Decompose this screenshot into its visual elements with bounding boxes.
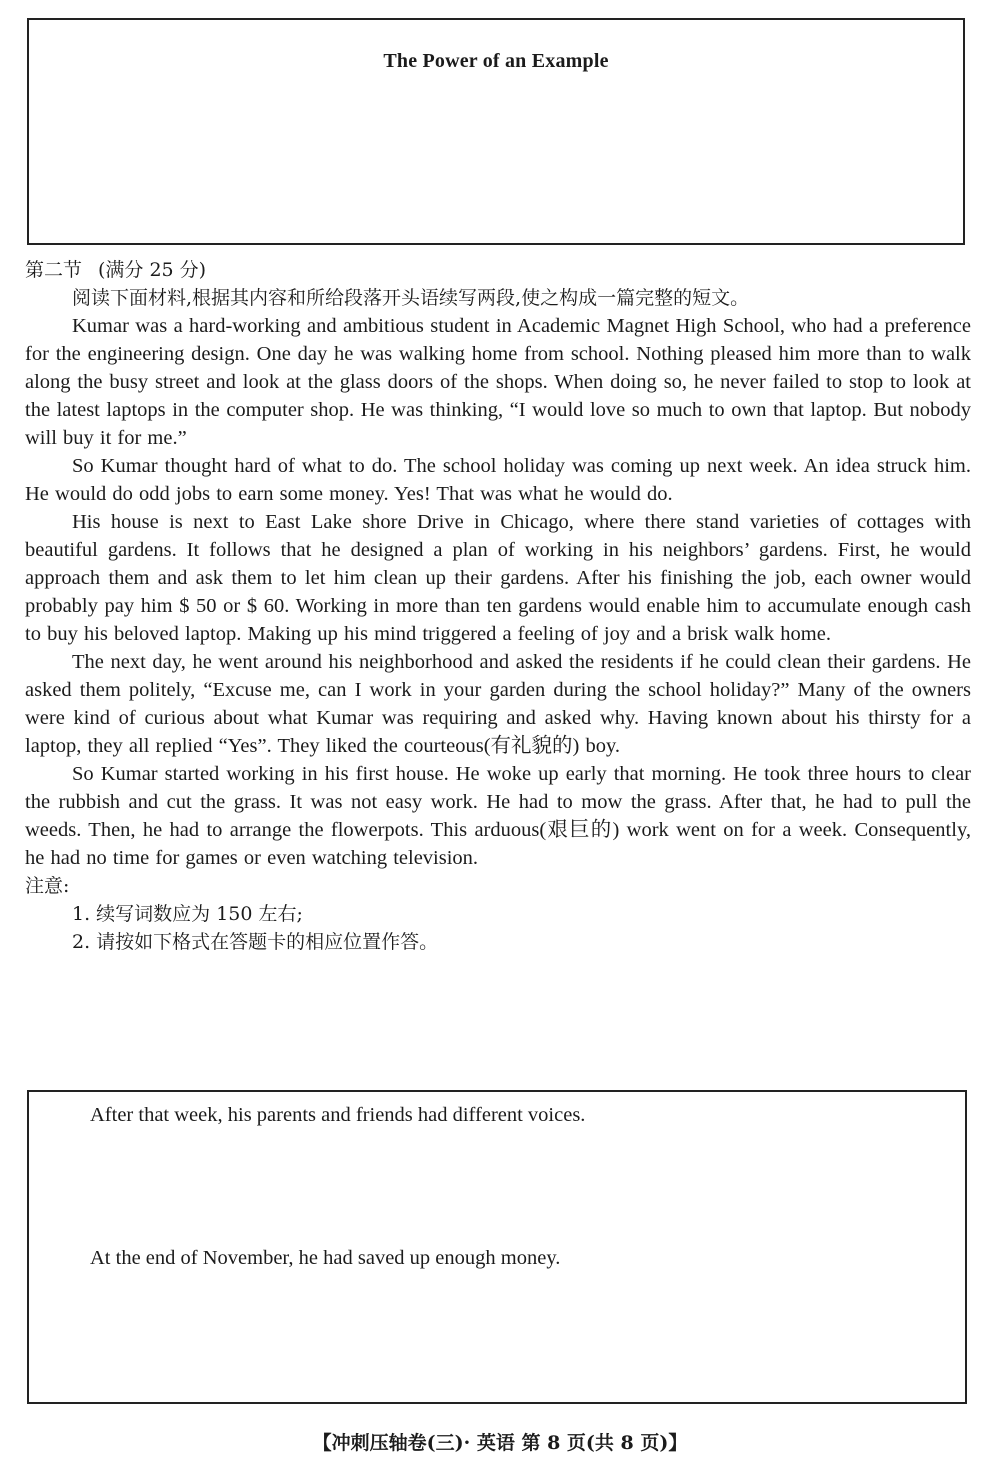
section-header xyxy=(25,256,971,284)
notes-heading: 注意: xyxy=(25,875,70,897)
section-heading: 第二节 xyxy=(25,259,83,281)
story-paragraph-1: Kumar was a hard-working and ambitious student in Academic Magnet High School, who had a preference for the engineering design. One day he was walking home from school. Nothing pleased him more than to walk along the busy street and look at the glass doors of the shops. When doing so, he never failed to stop to look at the latest laptops in the computer shop. He was thinking, “I would love so much to own that laptop. But nobody will buy it for me.” xyxy=(25,315,971,449)
story-paragraph-4: The next day, he went around his neighborhood and asked the residents if he could clean their gardens. He asked them politely, “Excuse me, can I work in your garden during the school holiday?” Many of the owners were kind of curious about what Kumar was requiring and asked why. Having known about his thirsty for a laptop, they all replied “Yes”. They liked the courteous(有礼貌的) boy. xyxy=(25,651,971,757)
story-paragraph-3: His house is next to East Lake shore Drive in Chicago, where there stand varieties of cottages with beautiful gardens. It follows that he designed a plan of working in his neighbors’ gardens. First, he would approach them and ask them to let him clean up their gardens. After his finishing the job, each owner would probably pay him $ 50 or $ 60. Working in more than ten gardens would enable him to accumulate enough cash to buy his beloved laptop. Making up his mind triggered a feeling of joy and a brisk walk home. xyxy=(25,511,971,645)
story-paragraph-2: So Kumar thought hard of what to do. The school holiday was coming up next week. An idea struck him. He would do odd jobs to earn some money. Yes! That was what he would do. xyxy=(25,455,971,505)
continuation-prompt-2: At the end of November, he had saved up enough money. xyxy=(90,1247,561,1269)
note-item-1: 1. 续写词数应为 150 左右; xyxy=(72,903,303,925)
section-score: (满分 25 分) xyxy=(98,259,207,281)
page-footer: 【冲刺压轴卷(三)· 英语 第 8 页(共 8 页)】 xyxy=(312,1432,688,1454)
section-instruction: 阅读下面材料,根据其内容和所给段落开头语续写两段,使之构成一篇完整的短文。 xyxy=(72,287,750,309)
writing-section xyxy=(25,256,971,956)
note-item-2: 2. 请按如下格式在答题卡的相应位置作答。 xyxy=(72,931,439,953)
essay-title: The Power of an Example xyxy=(383,50,609,72)
title-box xyxy=(27,18,965,245)
continuation-prompt-1: After that week, his parents and friends had different voices. xyxy=(90,1104,586,1126)
story-paragraph-5: So Kumar started working in his first house. He woke up early that morning. He took three hours to clear the rubbish and cut the grass. It was not easy work. He had to mow the grass. After that, he had to pull the weeds. Then, he had to arrange the flowerpots. This arduous(艰巨的) work went on for a week. Consequently, he had no time for games or even watching television. xyxy=(25,763,971,869)
answer-box xyxy=(27,1090,967,1404)
